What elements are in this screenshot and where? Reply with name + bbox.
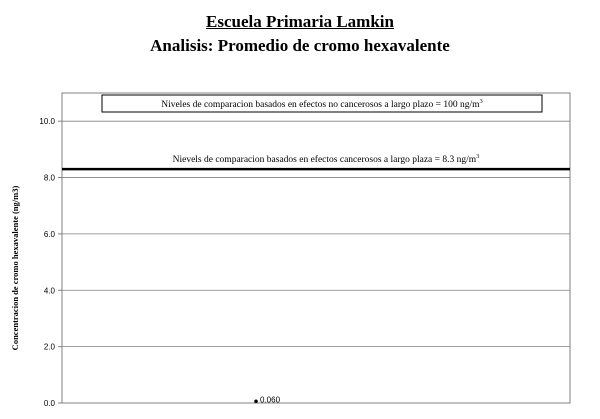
y-tick-label: 6.0 (43, 229, 55, 239)
non-cancer-annotation-label: Niveles de comparacion basados en efectos no cancerosos a largo plazo = 100 $ng/m^3$ (161, 98, 483, 110)
y-tick-label: 2.0 (43, 342, 55, 352)
y-tick-label: 8.0 (43, 173, 55, 183)
chart-subtitle: Analisis: Promedio de cromo hexavalente (150, 36, 450, 55)
y-tick-label: 10.0 (39, 117, 55, 127)
y-tick-label: 0.0 (43, 399, 55, 408)
y-axis-label: Concentracion de cromo hexavalente (ng/m3) (10, 185, 20, 351)
data-label: 0.060 (260, 395, 281, 405)
y-tick-labels (39, 117, 62, 408)
y-tick-label: 4.0 (43, 286, 55, 296)
data-point (254, 400, 258, 404)
plot-area (62, 93, 570, 403)
chart-title: Escuela Primaria Lamkin (206, 12, 394, 31)
cancer-threshold-label: Nievels de comparacion basados en efectos cancerosos a largo plaza = 8.3 $ng/m^3$ (172, 153, 480, 166)
